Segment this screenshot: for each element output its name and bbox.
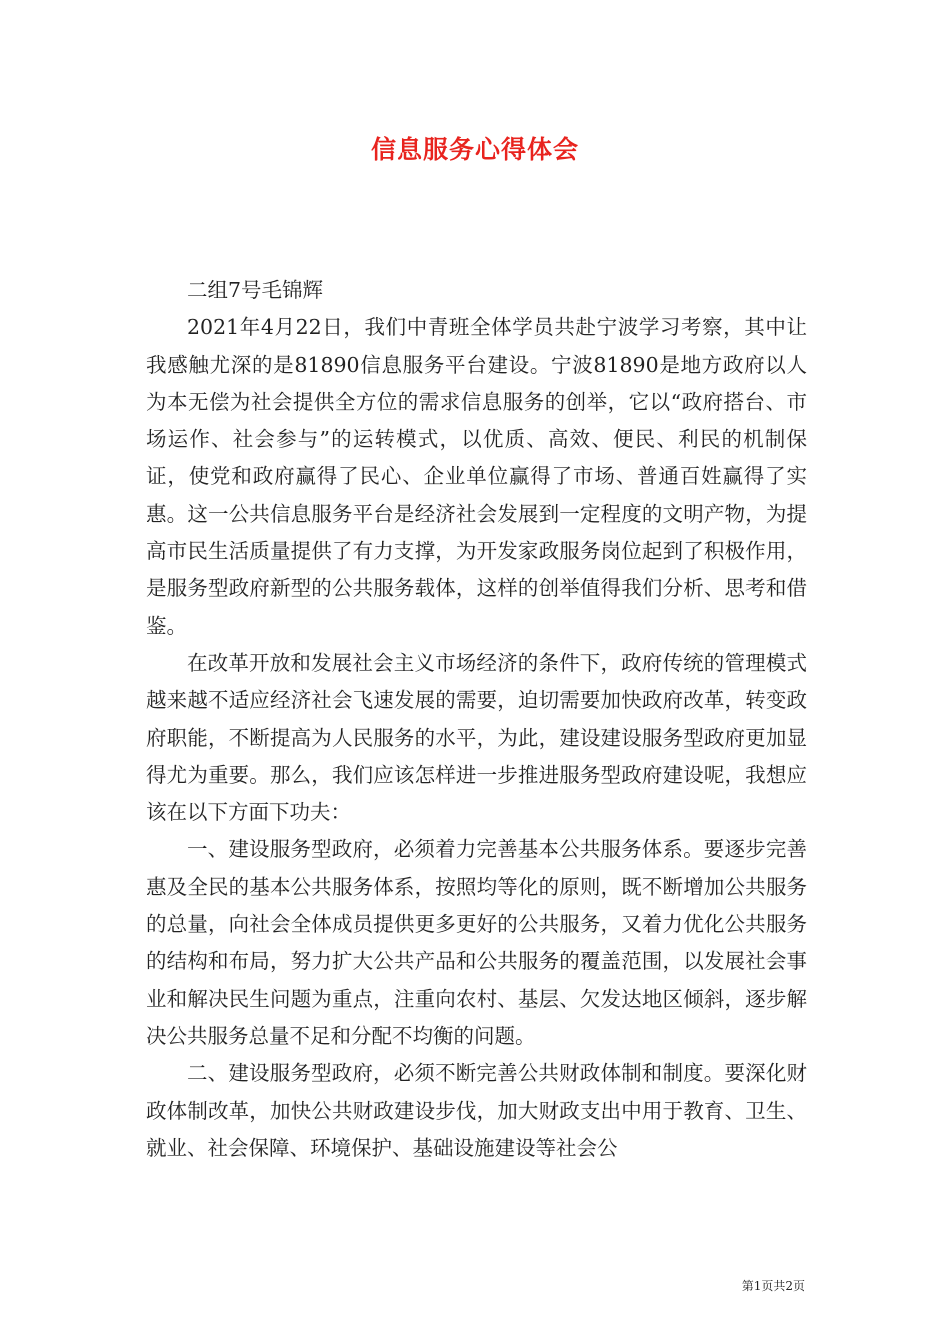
- document-body: [146, 272, 807, 1167]
- paragraph: 二、建设服务型政府，必须不断完善公共财政体制和制度。要深化财政体制改革，加快公共财政建设步伐，加大财政支出中用于教育、卫生、就业、社会保障、环境保护、基础设施建设等社会公: [146, 1061, 807, 1160]
- author-line: 二组7号毛锦辉: [187, 278, 324, 302]
- paragraph: 2021年4月22日，我们中青班全体学员共赴宁波学习考察，其中让我感触尤深的是81890信息服务平台建设。宁波81890是地方政府以人为本无偿为社会提供全方位的需求信息服务的创举，它以“政府搭台、市场运作、社会参与”的运转模式，以优质、高效、便民、利民的机制保证，使党和政府赢得了民心、企业单位赢得了市场、普通百姓赢得了实惠。这一公共信息服务平台是经济社会发展到一定程度的文明产物，为提高市民生活质量提供了有力支撑，为开发家政服务岗位起到了积极作用，是服务型政府新型的公共服务载体，这样的创举值得我们分析、思考和借鉴。: [146, 315, 807, 638]
- document-title: 信息服务心得体会: [370, 135, 579, 164]
- paragraph: 一、建设服务型政府，必须着力完善基本公共服务体系。要逐步完善惠及全民的基本公共服务体系，按照均等化的原则，既不断增加公共服务的总量，向社会全体成员提供更多更好的公共服务，又着力优化公共服务的结构和布局，努力扩大公共产品和公共服务的覆盖范围，以发展社会事业和解决民生问题为重点，注重向农村、基层、欠发达地区倾斜，逐步解决公共服务总量不足和分配不均衡的问题。: [146, 837, 807, 1048]
- page-number: 第1页共2页: [741, 1279, 805, 1293]
- paragraph: 在改革开放和发展社会主义市场经济的条件下，政府传统的管理模式越来越不适应经济社会飞速发展的需要，迫切需要加快政府改革，转变政府职能，不断提高为人民服务的水平，为此，建设建设服务型政府更加显得尤为重要。那么，我们应该怎样进一步推进服务型政府建设呢，我想应该在以下方面下功夫：: [146, 650, 807, 825]
